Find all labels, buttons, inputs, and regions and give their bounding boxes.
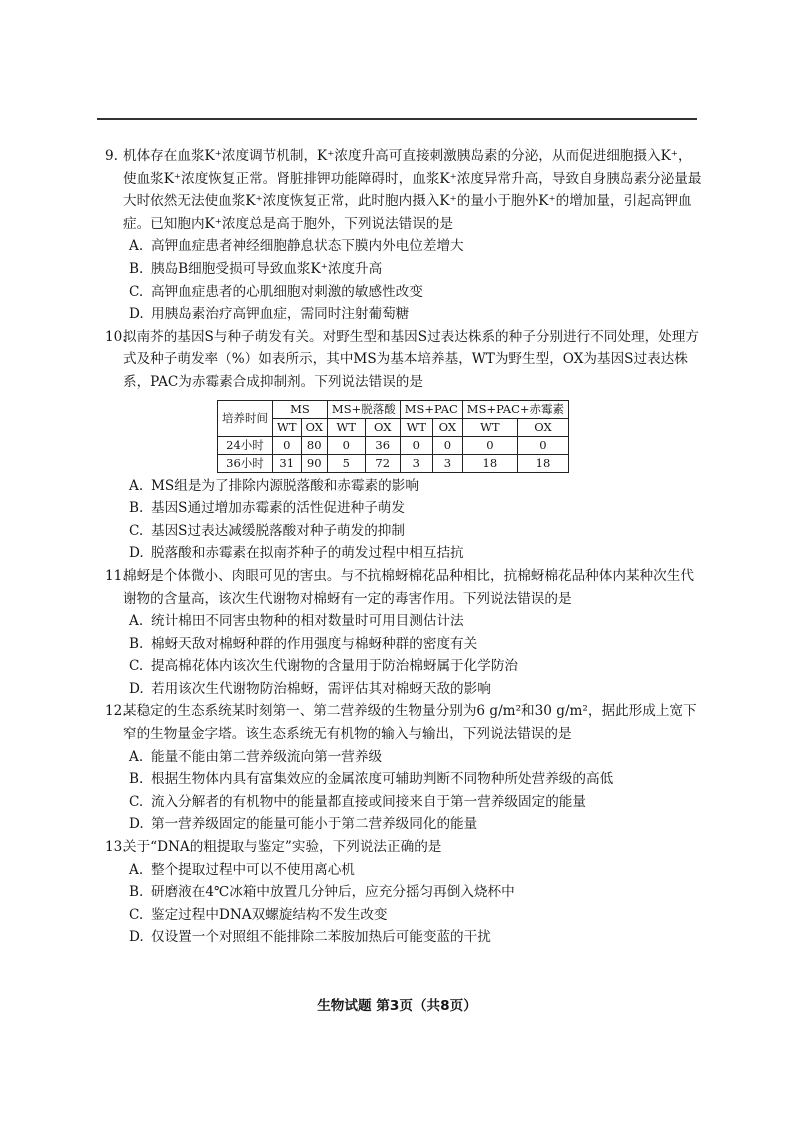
table-cell: 0 — [327, 436, 365, 454]
table-cell: 3 — [432, 454, 462, 472]
option-letter: B. — [129, 500, 144, 517]
option-letter: B. — [129, 884, 144, 901]
option-letter: C. — [129, 522, 144, 539]
option-letter: A. — [129, 861, 144, 878]
option — [103, 791, 703, 814]
row-label: 36小时 — [218, 454, 273, 472]
option — [103, 610, 703, 633]
question-number: 12. — [105, 703, 127, 720]
option — [103, 235, 703, 258]
option-text: 研磨液在4℃冰箱中放置几分钟后，应充分摇匀再倒入烧杯中 — [151, 884, 515, 901]
option-letter: A. — [129, 477, 144, 494]
table-subheader: OX — [432, 418, 462, 436]
option-text: 用胰岛素治疗高钾血症，需同时注射葡萄糖 — [151, 306, 410, 323]
table-subheader: OX — [517, 418, 568, 436]
question-text: 关于“DNA的粗提取与鉴定”实验，下列说法正确的是 — [123, 839, 442, 856]
header-rule — [97, 118, 697, 120]
table-subheader: WT — [327, 418, 365, 436]
table-cell: 90 — [301, 454, 327, 472]
option — [103, 768, 703, 791]
question-text: 拟南芥的基因S与种子萌发有关。对野生型和基因S过表达株系的种子分别进行不同处理，处理方式及种子萌发率（%）如表所示，其中MS为基本培养基，WT为野生型，OX为基因S过表达株系，PAC为赤霉素合成抑制剂。下列说法错误的是 — [123, 328, 699, 390]
table-subheader: OX — [301, 418, 327, 436]
option — [103, 859, 703, 882]
question-10 — [103, 326, 703, 565]
table-subheader: WT — [462, 418, 517, 436]
option-text: 基因S通过增加赤霉素的活性促进种子萌发 — [151, 500, 405, 517]
table-subheader: WT — [273, 418, 302, 436]
option — [103, 655, 703, 678]
option-letter: A. — [129, 748, 144, 765]
option — [103, 926, 703, 949]
option — [103, 303, 703, 326]
option-letter: C. — [129, 793, 144, 810]
row-label: 24小时 — [218, 436, 273, 454]
option — [103, 475, 703, 498]
table-cell: 18 — [517, 454, 568, 472]
table-cell: 36 — [365, 436, 400, 454]
question-stem — [103, 700, 703, 745]
table-cell: 0 — [462, 436, 517, 454]
option — [103, 633, 703, 656]
germination-table — [217, 400, 569, 473]
option — [103, 904, 703, 927]
table-cell: 72 — [365, 454, 400, 472]
option-letter: C. — [129, 283, 144, 300]
option-text: 若用该次生代谢物防治棉蚜，需评估其对棉蚜天敌的影响 — [151, 680, 491, 697]
question-13 — [103, 836, 703, 949]
option-text: 脱落酸和赤霉素在拟南芥种子的萌发过程中相互拮抗 — [151, 545, 464, 562]
option-text: 胰岛B细胞受损可导致血浆K⁺浓度升高 — [151, 260, 383, 277]
question-list — [103, 145, 703, 949]
option-letter: C. — [129, 658, 144, 675]
option — [103, 746, 703, 769]
option — [103, 813, 703, 836]
option-text: 统计棉田不同害虫物种的相对数量时可用目测估计法 — [151, 613, 464, 630]
table-cell: 5 — [327, 454, 365, 472]
option-letter: C. — [129, 906, 144, 923]
question-text: 机体存在血浆K⁺浓度调节机制，K⁺浓度升高可直接刺激胰岛素的分泌，从而促进细胞摄入K⁺，使血浆K⁺浓度恢复正常。肾脏排钾功能障碍时，血浆K⁺浓度异常升高，导致自身胰岛素分泌量最大时依然无法使血浆K⁺浓度恢复正常，此时胞内摄入K⁺的量小于胞外K⁺的增加量，引起高钾血症。已知胞内K⁺浓度总是高于胞外，下列说法错误的是 — [123, 148, 702, 232]
table-cell: 3 — [400, 454, 432, 472]
option-letter: A. — [129, 238, 144, 255]
option-text: 基因S过表达减缓脱落酸对种子萌发的抑制 — [151, 522, 405, 539]
option-letter: B. — [129, 771, 144, 788]
option-text: 高钾血症患者的心肌细胞对刺激的敏感性改变 — [151, 283, 423, 300]
option-text: 能量不能由第二营养级流向第一营养级 — [151, 748, 383, 765]
option — [103, 881, 703, 904]
table-group-header: MS+脱落酸 — [327, 400, 400, 418]
table-cell: 0 — [273, 436, 302, 454]
question-stem — [103, 836, 703, 859]
option-letter: D. — [129, 306, 144, 323]
table-group-header: MS+PAC+赤霉素 — [462, 400, 568, 418]
question-stem — [103, 565, 703, 610]
table-cell: 0 — [517, 436, 568, 454]
question-number: 10. — [105, 328, 127, 345]
option — [103, 258, 703, 281]
option-letter: D. — [129, 929, 144, 946]
table-row — [218, 436, 569, 454]
option-letter: A. — [129, 613, 144, 630]
option-text: 整个提取过程中可以不使用离心机 — [151, 861, 355, 878]
option — [103, 497, 703, 520]
option-letter: B. — [129, 635, 144, 652]
question-stem — [103, 145, 703, 235]
table-subheader: WT — [400, 418, 432, 436]
question-text: 某稳定的生态系统某时刻第一、第二营养级的生物量分别为6 g/m²和30 g/m²，据此形成上宽下窄的生物量金字塔。该生态系统无有机物的输入与输出，下列说法错误的是 — [123, 703, 697, 743]
question-12 — [103, 700, 703, 836]
option-letter: D. — [129, 680, 144, 697]
option-letter: D. — [129, 816, 144, 833]
question-9 — [103, 145, 703, 326]
table-cell: 31 — [273, 454, 302, 472]
option-text: 仅设置一个对照组不能排除二苯胺加热后可能变蓝的干扰 — [151, 929, 491, 946]
table-cell: 0 — [400, 436, 432, 454]
table-corner-cell: 培养时间 — [218, 400, 273, 436]
option-letter: D. — [129, 545, 144, 562]
table-group-header: MS+PAC — [400, 400, 462, 418]
question-number: 13. — [105, 839, 127, 856]
option-text: 棉蚜天敌对棉蚜种群的作用强度与棉蚜种群的密度有关 — [151, 635, 478, 652]
question-text: 棉蚜是个体微小、肉眼可见的害虫。与不抗棉蚜棉花品种相比，抗棉蚜棉花品种体内某种次生代谢物的含量高，该次生代谢物对棉蚜有一定的毒害作用。下列说法错误的是 — [123, 567, 694, 607]
table-cell: 0 — [432, 436, 462, 454]
page-footer: 生物试题 第3页（共8页） — [317, 998, 477, 1014]
option-text: 第一营养级固定的能量可能小于第二营养级同化的能量 — [151, 816, 478, 833]
option — [103, 542, 703, 565]
question-11 — [103, 565, 703, 701]
option-text: 流入分解者的有机物中的能量都直接或间接来自于第一营养级固定的能量 — [151, 793, 586, 810]
option-text: 根据生物体内具有富集效应的金属浓度可辅助判断不同物种所处营养级的高低 — [151, 771, 614, 788]
question-stem — [103, 326, 703, 394]
table-subheader: OX — [365, 418, 400, 436]
question-number: 11. — [105, 567, 127, 584]
option — [103, 678, 703, 701]
table-cell: 80 — [301, 436, 327, 454]
table-cell: 18 — [462, 454, 517, 472]
table-group-header: MS — [273, 400, 328, 418]
option-text: 高钾血症患者神经细胞静息状态下膜内外电位差增大 — [151, 238, 464, 255]
option-text: MS组是为了排除内源脱落酸和赤霉素的影响 — [151, 477, 419, 494]
option — [103, 281, 703, 304]
option-letter: B. — [129, 260, 144, 277]
table-row — [218, 454, 569, 472]
option-text: 提高棉花体内该次生代谢物的含量用于防治棉蚜属于化学防治 — [151, 658, 519, 675]
option-text: 鉴定过程中DNA双螺旋结构不发生改变 — [151, 906, 388, 923]
option — [103, 520, 703, 543]
question-number: 9. — [105, 148, 118, 164]
